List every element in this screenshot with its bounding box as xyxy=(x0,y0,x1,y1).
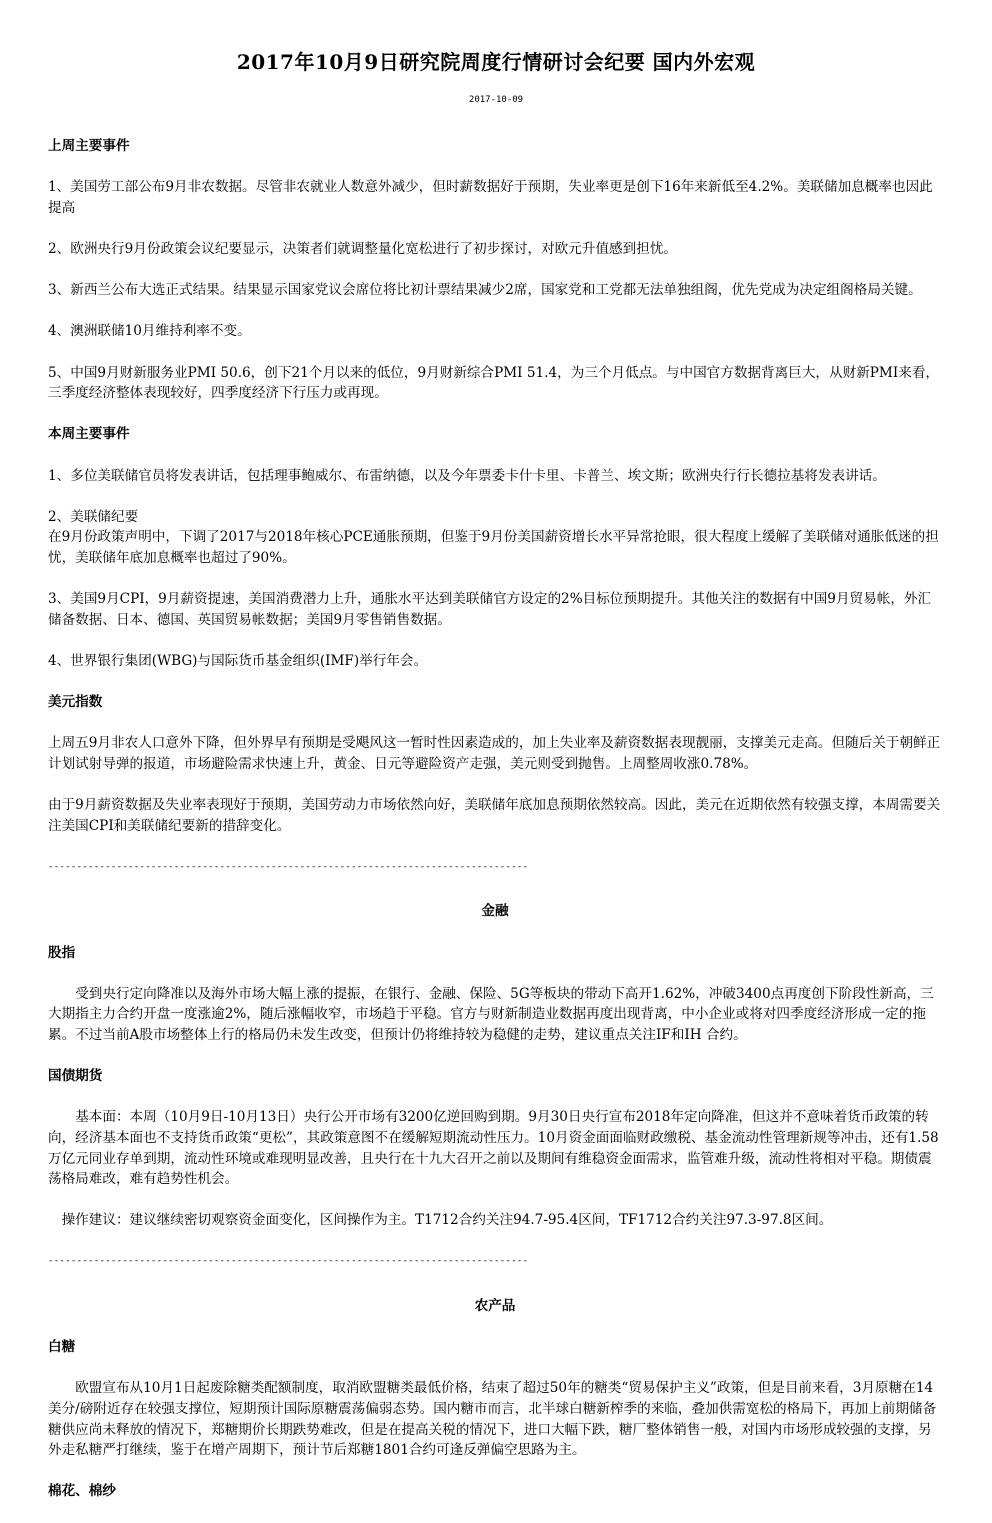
bond-advice: 操作建议：建议继续密切观察资金面变化，区间操作为主。T1712合约关注94.7-95.4区间，TF1712合约关注97.3-97.8区间。 xyxy=(61,1212,833,1229)
usd-paragraph: 由于9月薪资数据及失业率表现好于预期，美国劳动力市场依然向好，美联储年底加息预期依然较高。因此，美元在近期依然有较强支撑，本周需要关注美国CPI和美联储纪要新的措辞变化。 xyxy=(48,797,941,834)
subsection-heading-stock: 股指 xyxy=(48,944,76,961)
usd-paragraph: 上周五9月非农人口意外下降，但外界早有预期是受飓风这一暂时性因素造成的，加上失业率及薪资数据表现靓丽，支撑美元走高。但随后关于朝鲜正计划试射导弹的报道，市场避险需求快速上升，黄金、日元等避险资产走强，美元则受到抛售。上周整周收涨0.78%。 xyxy=(48,735,941,772)
section-heading-this-week: 本周主要事件 xyxy=(48,426,130,443)
this-week-item-title: 2、美联储纪要 xyxy=(48,508,139,525)
stock-paragraph: 受到央行定向降准以及海外市场大幅上涨的提振，在银行、金融、保险、5G等板块的带动下高开1.62%，冲破3400点再度创下阶段性新高，三大期指主力合约开盘一度涨逾2%，随后涨幅收窄，市场趋于平稳。官方与财新制造业数据再度出现背离，中小企业或将对四季度经济形成一定的拖累。不过当前A股市场整体上行的格局仍未发生改变，但预计仍将维持较为稳健的走势，建议重点关注IF和IH 合约。 xyxy=(48,985,934,1043)
bond-paragraph: 基本面：本周（10月9日-10月13日）央行公开市场有3200亿逆回购到期。9月30日央行宣布2018年定向降准，但这并不意味着货币政策的转向，经济基本面也不支持货币政策“更松”，其政策意图不在缓解短期流动性压力。10月资金面面临财政缴税、基金流动性管理新规等冲击，还有1.58万亿元同业存单到期，流动性环境或难现明显改善，且央行在十九大召开之前以及期间有维稳资金面需求，监管难升级，流动性将相对平稳。期债震荡格局难改，难有趋势性机会。 xyxy=(48,1109,939,1188)
subsection-heading-bond: 国债期货 xyxy=(48,1068,103,1085)
this-week-item: 4、世界银行集团(WBG)与国际货币基金组织(IMF)举行年会。 xyxy=(48,652,428,669)
section-heading-agri: 农产品 xyxy=(474,1298,516,1315)
document-date: 2017-10-09 xyxy=(468,95,524,105)
subsection-heading-cotton: 棉花、棉纱 xyxy=(48,1483,116,1500)
this-week-item: 1、多位美联储官员将发表讲话，包括理事鲍威尔、布雷纳德，以及今年票委卡什卡里、卡普兰、埃文斯；欧洲央行行长德拉基将发表讲话。 xyxy=(48,467,886,484)
section-heading-finance: 金融 xyxy=(481,903,509,920)
this-week-item: 在9月份政策声明中，下调了2017与2018年核心PCE通胀预期，但鉴于9月份美国薪资增长水平异常抢眼，很大程度上缓解了美联储对通胀低迷的担忧，美联储年底加息概率也超过了90%。 xyxy=(48,529,939,566)
last-week-item: 3、新西兰公布大选正式结果。结果显示国家党议会席位将比初计票结果减少2席，国家党和工党都无法单独组阁，优先党成为决定组阁格局关键。 xyxy=(48,282,922,299)
document-body xyxy=(48,136,942,1523)
last-week-item: 5、中国9月财新服务业PMI 50.6，创下21个月以来的低位，9月财新综合PMI 51.4，为三个月低点。与中国官方数据背离巨大，从财新PMI来看，三季度经济整体表现较好，四季度经济下行压力或再现。 xyxy=(48,364,940,402)
document-title: 2017年10月9日研究院周度行情研讨会纪要 国内外宏观 xyxy=(236,50,756,74)
last-week-item: 4、澳洲联储10月维持利率不变。 xyxy=(48,323,251,340)
this-week-item: 3、美国9月CPI，9月薪资提速，美国消费潜力上升，通胀水平达到美联储官方设定的2%目标位预期提升。其他关注的数据有中国9月贸易帐，外汇储备数据、日本、德国、英国贸易帐数据；美国9月零售销售数据。 xyxy=(48,591,932,628)
subsection-heading-sugar: 白糖 xyxy=(48,1339,76,1356)
section-divider: ------------------------------------------------------------------------------------ xyxy=(48,1256,529,1267)
section-divider: ------------------------------------------------------------------------------------ xyxy=(48,861,529,872)
sugar-paragraph: 欧盟宣布从10月1日起废除糖类配额制度，取消欧盟糖类最低价格，结束了超过50年的糖类“贸易保护主义”政策，但是目前来看，3月原糖在14美分/磅附近存在较强支撑位，短期预计国际原糖震荡偏弱态势。国内糖市而言，北半球白糖新榨季的来临，叠加供需宽松的格局下，再加上前期储备糖供应尚未释放的情况下，郑糖期价长期跌势难改，但是在提高关税的情况下，进口大幅下跌，糖厂整体销售一般，对国内市场形成较强的支撑，另外走私糖严打继续，鉴于在增产周期下，预计节后郑糖1801合约可逢反弹偏空思路为主。 xyxy=(48,1380,937,1459)
section-heading-usd: 美元指数 xyxy=(48,694,103,711)
last-week-item: 1、美国劳工部公布9月非农数据。尽管非农就业人数意外减少，但时薪数据好于预期，失业率更是创下16年来新低至4.2%。美联储加息概率也因此提高 xyxy=(48,179,933,216)
section-heading-last-week: 上周主要事件 xyxy=(48,138,130,154)
last-week-item: 2、欧洲央行9月份政策会议纪要显示，决策者们就调整量化宽松进行了初步探讨，对欧元升值感到担忧。 xyxy=(48,240,678,257)
